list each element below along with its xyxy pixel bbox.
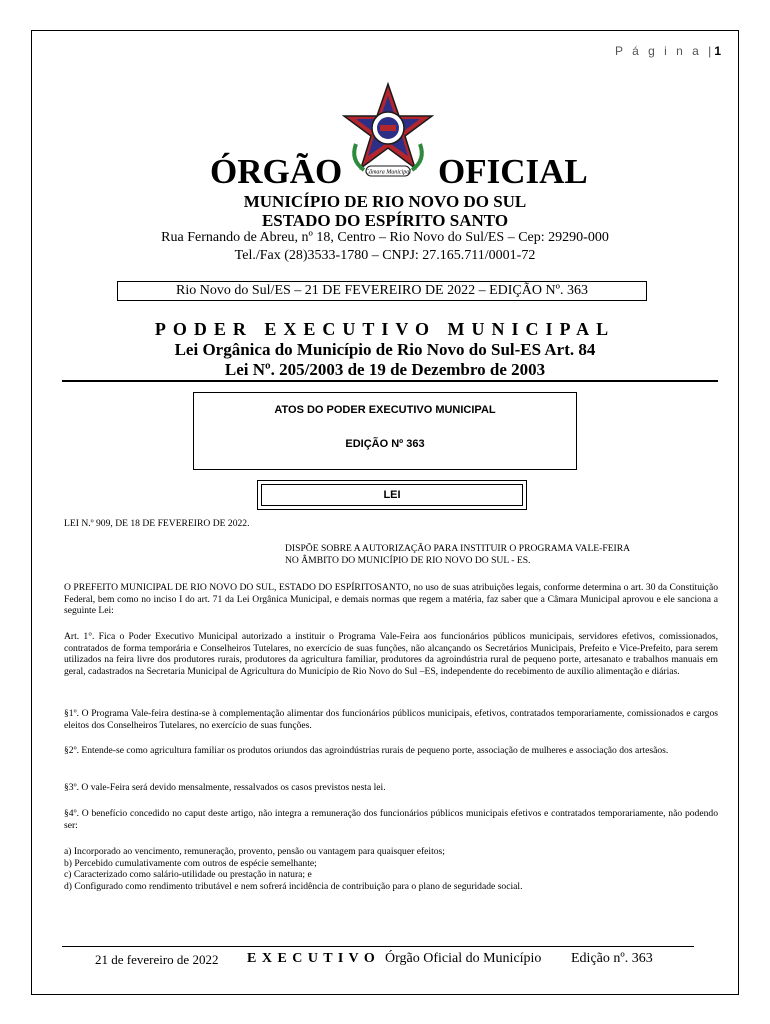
page-number: P á g i n a |1 [615,44,721,58]
footer-section: E X E C U T I V O [247,951,376,966]
acts-box [193,392,577,470]
masthead-title-right: OFICIAL [438,152,588,191]
state-name: ESTADO DO ESPÍRITO SANTO [261,211,509,230]
list-item: d) Configurado como rendimento tributável e nem sofrerá incidência de contribuição para o plano de seguridade social. [64,880,523,892]
municipality-block [0,192,770,230]
address-block [0,229,770,265]
article-1-paragraph: Art. 1°. Fica o Poder Executivo Municipal autorizado a instituir o Programa Vale-Feira aos funcionários públicos municipais, servidores efetivos, comissionados, contratados de forma temporária e Conselheiros Tutelares, no exercício de suas funções, não alcançando os Secretários Municipais, Prefeito e Vice-Prefeito, para serem utilizados na feira livre dos produtores rurais, produtores da agricultura familiar, produtores da agroindústria rural de pequeno porte, artesanato e trabalhos manuais em geral, cadastrados na Secretaria Municipal de Agricultura do Município de Rio Novo do Sul –ES, independente do recebimento de auxílio alimentação e diárias. [64,631,718,677]
law-reference-2: Lei Nº. 205/2003 de 19 de Dezembro de 2003 [224,360,546,379]
municipality-name: MUNICÍPIO DE RIO NOVO DO SUL [243,192,527,211]
preamble-paragraph: O PREFEITO MUNICIPAL DE RIO NOVO DO SUL, ESTADO DO ESPÍRITOSANTO, no uso de suas atribuições legais, conforme determina o art. 30 da Constituição Federal, bem como no inciso I do art. 71 da Lei Orgânica Municipal, e demais normas que regem a matéria, faz saber que a Câmara Municipal aprovou e ele sanciona a seguinte Lei: [64,582,718,617]
edition-dateline: Rio Novo do Sul/ES – 21 DE FEVEREIRO DE 2022 – EDIÇÃO Nº. 363 [117,281,647,301]
law-summary-line-1: DISPÕE SOBRE A AUTORIZAÇÃO PARA INSTITUIR O PROGRAMA VALE-FEIRA [285,543,631,554]
paragraph-3: §3º. O vale-Feira será devido mensalmente, ressalvados os casos previstos nesta lei. [64,782,386,793]
footer-divider [62,946,694,947]
masthead-title-left: ÓRGÃO [210,152,343,191]
acts-edition: EDIÇÃO Nº 363 [345,438,425,450]
list-item: a) Incorporado ao vencimento, remuneração, provento, pensão ou vantagem para quaisquer efeitos; [64,846,445,857]
address: Rua Fernando de Abreu, nº 18, Centro – Rio Novo do Sul/ES – Cep: 29290-000 [161,230,609,245]
paragraph-1: §1º. O Programa Vale-feira destina-se à complementação alimentar dos funcionários públicos municipais, efetivos, contratados temporariamente, comissionados e cargos eleitos dos Conselheiros Tutelares, no exercício de suas funções. [64,708,718,731]
footer-edition: Edição nº. 363 [571,951,653,966]
header-divider [62,380,718,382]
seal-banner-text: Câmara Municipal [365,169,411,176]
acts-title: ATOS DO PODER EXECUTIVO MUNICIPAL [274,404,496,416]
law-number: LEI N.º 909, DE 18 DE FEVEREIRO DE 2022. [64,518,250,529]
contact: Tel./Fax (28)3533-1780 – CNPJ: 27.165.711/0001-72 [234,248,536,263]
list-item: b) Percebido cumulativamente com outros de espécie semelhante; [64,857,317,869]
law-reference-1: Lei Orgânica do Município de Rio Novo do Sul-ES Art. 84 [174,340,596,359]
law-summary [285,543,718,566]
law-summary-line-2: NO ÂMBITO DO MUNICÍPIO DE RIO NOVO DO SUL - ES. [285,554,531,566]
footer-org: Órgão Oficial do Município [385,951,542,966]
municipal-seal [342,82,434,182]
power-heading: PODER EXECUTIVO MUNICIPAL [154,319,616,339]
items-list [64,846,718,892]
list-item: c) Caracterizado como salário-utilidade ou prestação in natura; e [64,869,312,881]
paragraph-4: §4º. O benefício concedido no caput deste artigo, não integra a remuneração dos funcionários públicos municipais efetivos e contratados temporariamente, não podendo ser: [64,808,718,831]
footer-date: 21 de fevereiro de 2022 [95,952,219,967]
paragraph-2: §2º. Entende-se como agricultura familiar os produtos oriundos das agroindústrias rurais de pequeno porte, associação de mulheres e associação dos artesãos. [64,745,669,756]
lei-section-label: LEI [257,480,527,510]
